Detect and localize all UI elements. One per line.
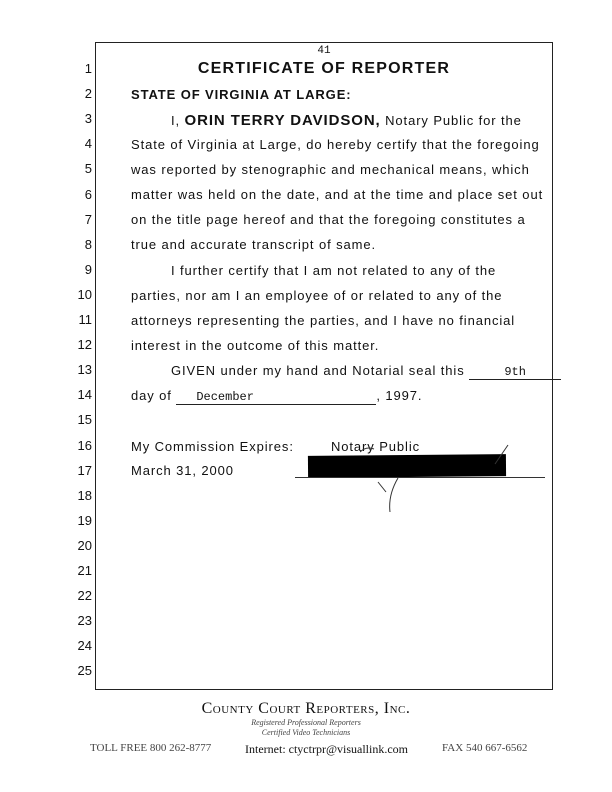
line-number: 23 xyxy=(77,613,92,629)
line-number: 8 xyxy=(84,236,92,252)
text: day of xyxy=(131,388,177,403)
line-number: 20 xyxy=(77,537,92,553)
text: Notary Public for the xyxy=(380,113,522,128)
fax: FAX 540 667-6562 xyxy=(442,742,528,754)
page-number: 41 xyxy=(317,45,331,57)
line-number: 14 xyxy=(77,387,92,403)
certificate-title: CERTIFICATE OF REPORTER xyxy=(197,60,451,77)
text: I, xyxy=(171,113,185,128)
line-number: 25 xyxy=(77,663,92,679)
signature-scribble-icon xyxy=(360,440,520,520)
internet-contact: Internet: ctyctrpr@visuallink.com xyxy=(245,742,409,756)
line-9: I further certify that I am not related to any of the xyxy=(171,263,497,278)
line-13 xyxy=(171,363,561,380)
line-number: 10 xyxy=(77,286,92,302)
line-4: State of Virginia at Large, do hereby certify that the foregoing xyxy=(131,137,540,152)
line-number: 6 xyxy=(84,186,92,202)
line-10: parties, nor am I an employee of or related to any of the xyxy=(131,288,503,303)
line-number: 13 xyxy=(77,362,92,378)
line-number: 21 xyxy=(77,563,92,578)
text: GIVEN under my hand and Notarial seal this xyxy=(171,363,470,378)
line-11: attorneys representing the parties, and I have no financial xyxy=(131,313,516,328)
line-number: 18 xyxy=(77,487,92,503)
line-number: 22 xyxy=(77,588,92,604)
line-7: on the title page hereof and that the foregoing constitutes a xyxy=(131,212,526,227)
toll-free: TOLL FREE 800 262-8777 xyxy=(90,742,212,754)
notary-public-label: Notary Public xyxy=(331,439,421,454)
day-field: 9th xyxy=(469,365,561,380)
line-number: 16 xyxy=(77,437,92,453)
line-number: 3 xyxy=(84,111,92,127)
line-14 xyxy=(131,388,422,405)
state-heading: STATE OF VIRGINIA AT LARGE: xyxy=(131,87,352,102)
line-number: 9 xyxy=(84,261,92,277)
company-name: County Court Reporters, Inc. xyxy=(201,700,411,717)
reporter-footer xyxy=(0,700,612,756)
line-number: 15 xyxy=(77,412,92,428)
line-3 xyxy=(171,112,522,129)
commission-date: March 31, 2000 xyxy=(131,463,234,478)
line-number: 19 xyxy=(77,512,92,528)
line-number: 7 xyxy=(84,211,92,227)
line-6: matter was held on the date, and at the time and place set out xyxy=(131,187,544,202)
month-field: December xyxy=(176,390,376,405)
line-number: 2 xyxy=(84,86,92,102)
line-number: 24 xyxy=(77,638,92,654)
line-12: interest in the outcome of this matter. xyxy=(131,338,380,353)
commission-label: My Commission Expires: xyxy=(131,439,294,454)
line-5: was reported by stenographic and mechanical means, which xyxy=(131,162,530,177)
line-number: 4 xyxy=(84,136,92,152)
company-tagline-2: Certified Video Technicians xyxy=(261,728,351,737)
line-number: 5 xyxy=(84,161,92,177)
line-number: 12 xyxy=(77,337,92,353)
text: , 1997. xyxy=(376,388,423,403)
line-number: 1 xyxy=(84,61,92,76)
company-tagline-1: Registered Professional Reporters xyxy=(251,718,361,727)
line-8: true and accurate transcript of same. xyxy=(131,237,377,252)
line-number: 17 xyxy=(77,462,92,478)
reporter-name: ORIN TERRY DAVIDSON, xyxy=(184,112,381,129)
line-number: 11 xyxy=(78,312,92,327)
